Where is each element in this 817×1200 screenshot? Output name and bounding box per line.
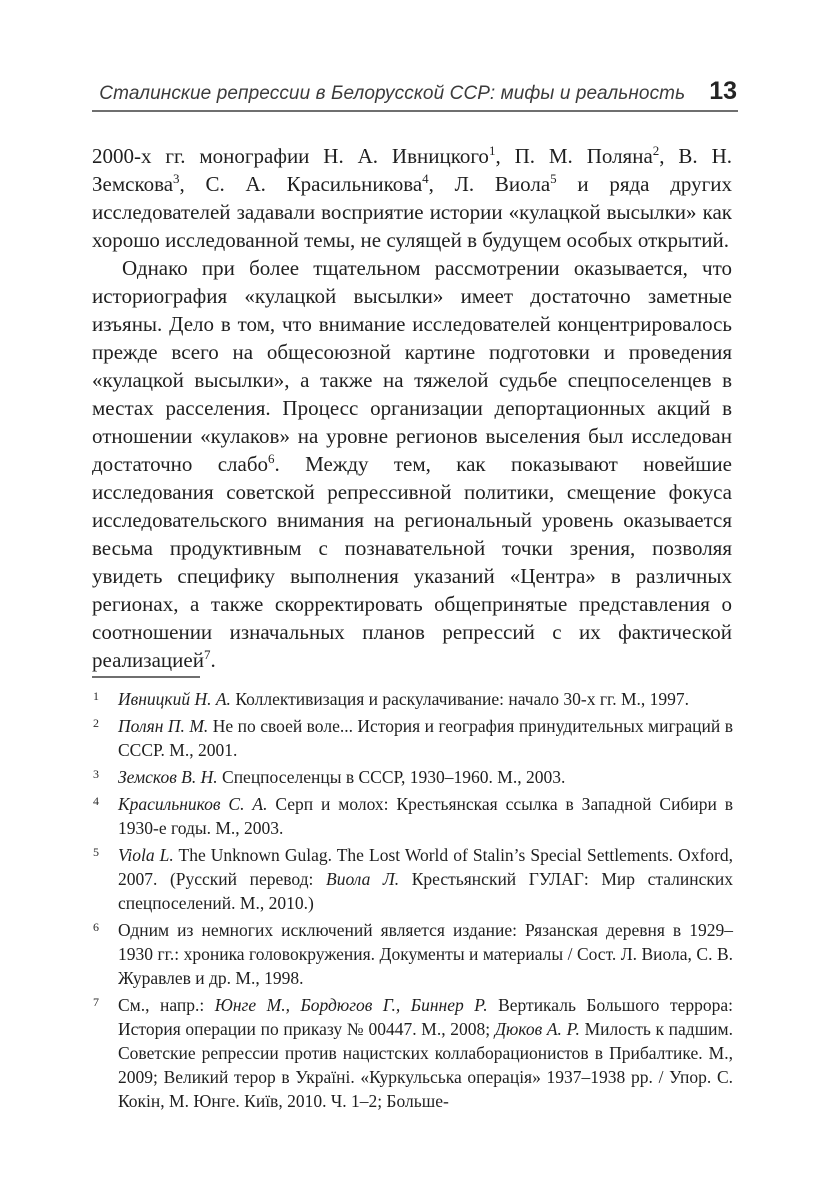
footnote-ref: 7 [203,647,211,662]
footnote-marker: 6 [93,920,99,934]
footnote-ref: 6 [268,451,275,466]
italic-text-run: Дюков А. Р. [494,1019,580,1039]
text-run: Крестьянский ГУЛАГ: Мир сталинских спецпоселений. М., 2010.) [118,869,733,913]
italic-text-run: Viola L. [118,845,174,865]
footnote-text [118,689,689,709]
text-run: , С. А. Красильникова [179,172,423,196]
paragraph [92,142,732,254]
text-run: Не по своей воле... История и география принудительных миграций в СССР. М., 2001. [118,716,733,760]
italic-text-run: Полян П. М. [118,716,209,736]
paragraph [92,254,732,674]
text-run: Милость к падшим. Советские репрессии против нацистских коллаборационистов в Прибалтике. М., 2009; Великий терор в Україні. «Куркульська операція» 1937–1938 рр. / Упор. С. Кокін, М. Юнге. Київ, 2010. Ч. 1–2; Больше- [118,1019,734,1111]
main-text [92,142,732,674]
footnote-item [92,792,733,840]
footnote-marker: 3 [93,767,99,781]
text-run: Однако при более тщательном рассмотрении оказывается, что историография «кулацкой высылки» имеет достаточно заметные изъяны. Дело в том, что внимание исследователей концентрировалось прежде всего на общесоюзной картине подготовки и проведения «кулацкой высылки», а также на тяжелой судьбе спецпоселенцев в местах расселения. Процесс организации депортационных акций в отношении «кулаков» на уровне регионов выселения был исследован достаточно слабо [92,256,732,476]
footnote-marker: 5 [93,845,99,859]
footnote-text [118,767,565,787]
running-header-title: Сталинские репрессии в Белорусской ССР: мифы и реальность [99,83,686,104]
text-run: , Л. Виола [428,172,551,196]
footnote-item [92,714,733,762]
italic-text-run: Земсков В. Н. [118,767,218,787]
footnote-item [92,687,733,711]
italic-text-run: Красильников С. А. [118,794,268,814]
footnote-ref: 5 [550,171,557,186]
footnote-text [118,794,733,838]
italic-text-run: Виола Л. [326,869,400,889]
footnote-text [118,716,733,760]
text-run: . [210,648,216,672]
text-run: Одним из немногих исключений является издание: Рязанская деревня в 1929–1930 гг.: хроника головокружения. Документы и материалы / Сост. Л. Виола, С. В. Журавлев и др. М., 1998. [118,920,733,988]
footnote-separator [92,676,200,678]
footnote-item [92,918,733,990]
footnote-text [118,845,733,913]
text-run: , В. Н. Земскова [92,144,732,196]
header-rule [92,110,738,112]
footnote-marker: 2 [93,716,99,730]
footnote-item [92,843,733,915]
footnote-marker: 7 [93,995,99,1009]
text-run: Серп и молох: Крестьянская ссылка в Западной Сибири в 1930-е годы. М., 2003. [118,794,733,838]
footnote-marker: 1 [93,689,99,703]
footnote-ref: 3 [173,171,180,186]
footnote-ref: 1 [488,143,496,158]
text-run: См., напр.: [118,995,215,1015]
footnotes-section [92,687,733,1116]
page-number: 13 [709,77,737,105]
footnote-item [92,993,733,1113]
footnote-text [118,995,733,1111]
italic-text-run: Ивницкий Н. А. [118,689,231,709]
footnote-marker: 4 [93,794,99,808]
text-run: , П. М. Поляна [495,144,653,168]
footnote-ref: 4 [422,171,429,186]
running-header [92,77,737,105]
footnote-ref: 2 [652,143,660,158]
footnote-text [118,920,733,988]
text-run: The Unknown Gulag. The Lost World of Stalin’s Special Settlements. Oxford, 2007. (Русский перевод: [118,845,733,889]
text-run: Спецпоселенцы в СССР, 1930–1960. М., 2003. [217,767,566,787]
text-run: Вертикаль Большого террора: История операции по приказу № 00447. М., 2008; [118,995,733,1039]
footnote-item [92,765,733,789]
text-run: 2000-х гг. монографии Н. А. Ивницкого [92,144,489,168]
text-run: . Между тем, как показывают новейшие исследования советской репрессивной политики, смещение фокуса исследовательского внимания на региональный уровень оказывается весьма продуктивным с познавательной точки зрения, позволяя увидеть специфику выполнения указаний «Центра» в различных регионах, а также скорректировать общепринятые представления о соотношении изначальных планов репрессий с их фактической реализацией [92,452,732,672]
italic-text-run: Юнге М., Бордюгов Г., Биннер Р. [214,995,488,1015]
text-run: и ряда других исследователей задавали восприятие истории «кулацкой высылки» как хорошо исследованной темы, не сулящей в будущем особых открытий. [92,172,732,252]
text-run: Коллективизация и раскулачивание: начало 30-х гг. М., 1997. [230,689,690,709]
